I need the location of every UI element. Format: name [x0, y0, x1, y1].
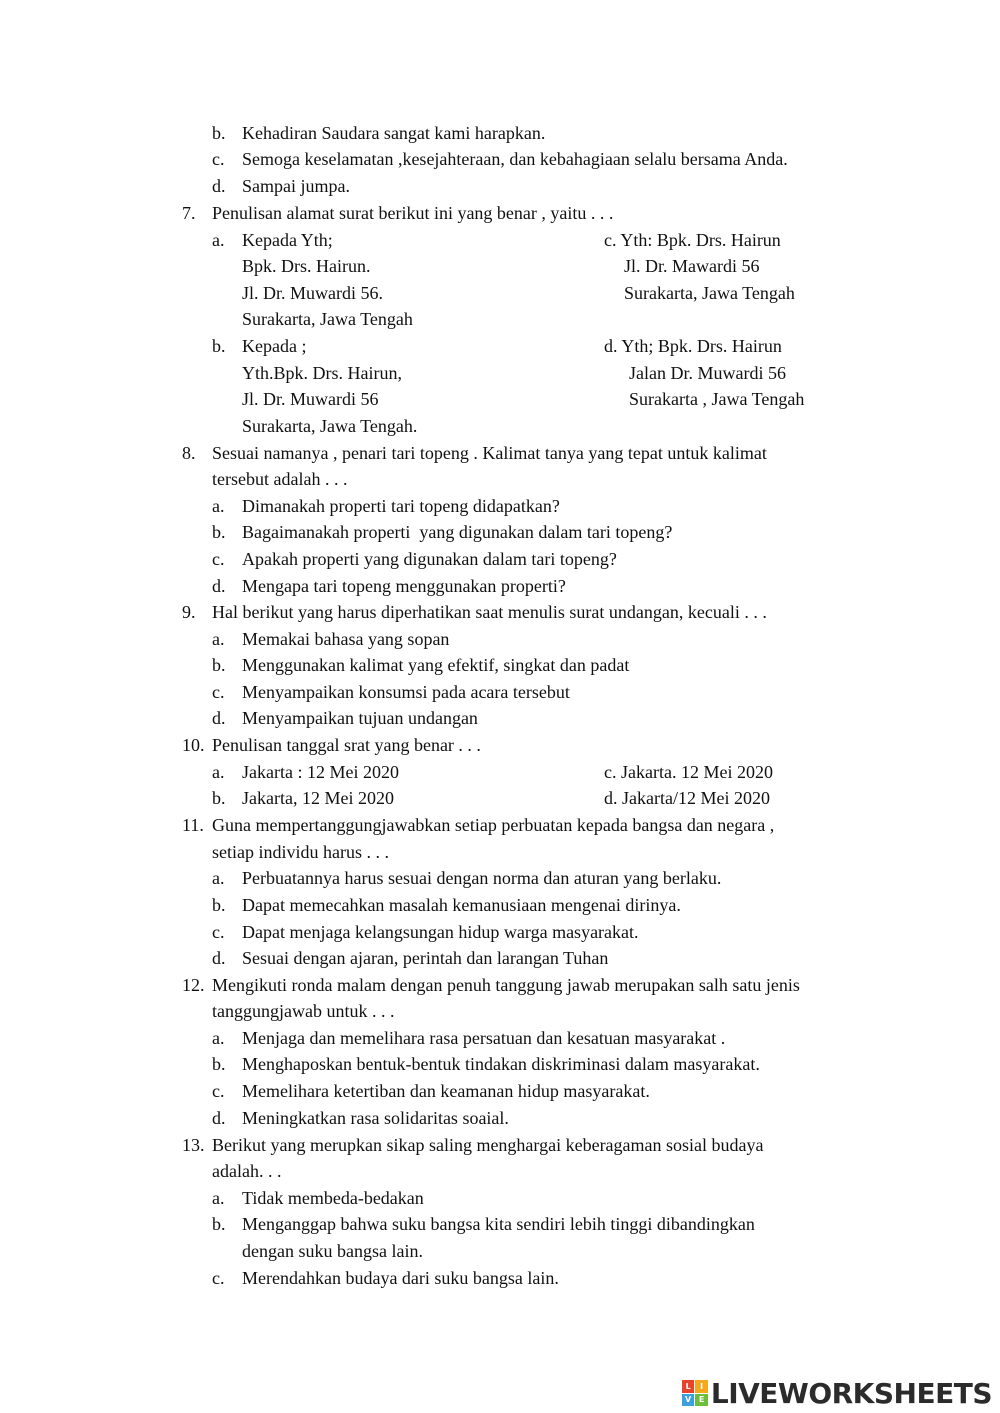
option-letter: c. [212, 1268, 225, 1288]
option-text: Sesuai dengan ajaran, perintah dan larangan Tuhan [242, 948, 609, 968]
question-text: Sesuai namanya , penari tari topeng . Kalimat tanya yang tepat untuk kalimat [212, 443, 767, 463]
option-letter: b. [212, 1054, 226, 1074]
option-letter: d. [212, 708, 226, 728]
q7-option-c-line1: c. Yth: Bpk. Drs. Hairun [604, 230, 781, 250]
option-text: Bagaimanakah properti yang digunakan dalam tari topeng? [242, 522, 673, 542]
question-number: 13. [182, 1135, 205, 1155]
q12-option-a [212, 1026, 725, 1050]
logo-cell: V [682, 1394, 695, 1407]
q6-option-d [212, 174, 350, 198]
q7-option-b-line1 [212, 334, 306, 358]
option-letter: b. [212, 336, 226, 356]
q12-option-b [212, 1052, 760, 1076]
question-text: Berikut yang merupkan sikap saling menghargai keberagaman sosial budaya [212, 1135, 764, 1155]
question-text: Mengikuti ronda malam dengan penuh tanggung jawab merupakan salh satu jenis [212, 975, 800, 995]
question-number: 12. [182, 975, 205, 995]
option-text: Memelihara ketertiban dan keamanan hidup masyarakat. [242, 1081, 650, 1101]
logo-cell: E [695, 1394, 708, 1407]
option-letter: b. [212, 522, 226, 542]
q7-option-a-line3: Jl. Dr. Muwardi 56. [242, 283, 383, 303]
question-7 [182, 201, 613, 225]
option-letter: c. [212, 1081, 225, 1101]
option-letter: a. [212, 629, 225, 649]
question-text: Hal berikut yang harus diperhatikan saat menulis surat undangan, kecuali . . . [212, 602, 767, 622]
option-letter: a. [212, 1028, 225, 1048]
option-letter: a. [212, 496, 225, 516]
q6-option-c [212, 147, 788, 171]
question-number: 10. [182, 735, 205, 755]
question-number: 11. [182, 815, 204, 835]
option-text: Kepada ; [242, 336, 307, 356]
q13-option-c [212, 1266, 559, 1290]
question-13 [182, 1133, 764, 1157]
watermark-text: LIVEWORKSHEETS [710, 1376, 992, 1410]
option-text: Mengapa tari topeng menggunakan properti? [242, 576, 566, 596]
q10-option-a [212, 760, 399, 784]
option-letter: c. [212, 922, 225, 942]
option-letter: d. [212, 1108, 226, 1128]
option-letter: a. [212, 1188, 225, 1208]
option-letter: a. [212, 230, 225, 250]
option-text: Menggunakan kalimat yang efektif, singkat dan padat [242, 655, 630, 675]
question-text: Guna mempertanggungjawabkan setiap perbuatan kepada bangsa dan negara , [212, 815, 775, 835]
option-letter: b. [212, 788, 226, 808]
question-text: Penulisan alamat surat berikut ini yang benar , yaitu . . . [212, 203, 614, 223]
option-letter: b. [212, 1214, 226, 1234]
question-11 [182, 813, 774, 837]
option-text: Jakarta : 12 Mei 2020 [242, 762, 399, 782]
option-text: Sampai jumpa. [242, 176, 350, 196]
option-text: Menyampaikan konsumsi pada acara tersebut [242, 682, 570, 702]
question-8 [182, 441, 767, 465]
liveworksheets-watermark [682, 1376, 992, 1410]
option-text: Kepada Yth; [242, 230, 333, 250]
option-letter: c. [212, 682, 225, 702]
q11-option-c [212, 920, 639, 944]
liveworksheets-logo-icon [682, 1380, 708, 1406]
logo-cell: I [695, 1380, 708, 1393]
q7-option-b-line2: Yth.Bpk. Drs. Hairun, [242, 363, 402, 383]
option-text: Meningkatkan rasa solidaritas soaial. [242, 1108, 509, 1128]
option-text: Menganggap bahwa suku bangsa kita sendiri lebih tinggi dibandingkan [242, 1214, 755, 1234]
option-text: Memakai bahasa yang sopan [242, 629, 450, 649]
option-letter: b. [212, 895, 226, 915]
option-text: Merendahkan budaya dari suku bangsa lain. [242, 1268, 559, 1288]
q7-option-a-line1 [212, 228, 333, 252]
q11-option-d [212, 946, 608, 970]
q9-option-b [212, 653, 629, 677]
q11-option-b [212, 893, 681, 917]
q10-option-b [212, 786, 394, 810]
question-9 [182, 600, 767, 624]
option-text: Semoga keselamatan ,kesejahteraan, dan kebahagiaan selalu bersama Anda. [242, 149, 788, 169]
question-12-line2: tanggungjawab untuk . . . [212, 1001, 395, 1021]
option-letter: d. [212, 948, 226, 968]
option-text: Dapat memecahkan masalah kemanusiaan mengenai dirinya. [242, 895, 681, 915]
q13-option-b [212, 1212, 755, 1236]
option-letter: c. [212, 549, 225, 569]
option-text: Kehadiran Saudara sangat kami harapkan. [242, 123, 546, 143]
q7-option-b-line4: Surakarta, Jawa Tengah. [242, 416, 418, 436]
q7-option-b-line3: Jl. Dr. Muwardi 56 [242, 389, 379, 409]
option-text: Menjaga dan memelihara rasa persatuan dan kesatuan masyarakat . [242, 1028, 726, 1048]
option-text: Dapat menjaga kelangsungan hidup warga masyarakat. [242, 922, 639, 942]
question-8-line2: tersebut adalah . . . [212, 469, 348, 489]
q12-option-d [212, 1106, 509, 1130]
question-number: 8. [182, 443, 196, 463]
option-text: Tidak membeda-bedakan [242, 1188, 424, 1208]
q7-option-c-line3: Surakarta, Jawa Tengah [624, 283, 795, 303]
question-10 [182, 733, 481, 757]
option-letter: a. [212, 868, 225, 888]
q7-option-a-line2: Bpk. Drs. Hairun. [242, 256, 371, 276]
q12-option-c [212, 1079, 650, 1103]
question-12 [182, 973, 800, 997]
q7-option-d-line3: Surakarta , Jawa Tengah [629, 389, 805, 409]
q8-option-b [212, 520, 672, 544]
q13-option-a [212, 1186, 424, 1210]
question-number: 7. [182, 203, 196, 223]
q13-option-b-line2: dengan suku bangsa lain. [242, 1241, 423, 1261]
question-text: Penulisan tanggal srat yang benar . . . [212, 735, 481, 755]
logo-cell: L [682, 1380, 695, 1393]
q10-option-d: d. Jakarta/12 Mei 2020 [604, 788, 770, 808]
q7-option-a-line4: Surakarta, Jawa Tengah [242, 309, 413, 329]
q6-option-b [212, 121, 545, 145]
q9-option-c [212, 680, 570, 704]
q9-option-a [212, 627, 449, 651]
option-letter: b. [212, 655, 226, 675]
question-13-line2: adalah. . . [212, 1161, 282, 1181]
option-letter: a. [212, 762, 225, 782]
option-text: Menyampaikan tujuan undangan [242, 708, 478, 728]
option-text: Apakah properti yang digunakan dalam tari topeng? [242, 549, 617, 569]
option-text: Jakarta, 12 Mei 2020 [242, 788, 394, 808]
q8-option-d [212, 574, 566, 598]
option-letter: b. [212, 123, 226, 143]
option-text: Perbuatannya harus sesuai dengan norma dan aturan yang berlaku. [242, 868, 722, 888]
option-letter: c. [212, 149, 225, 169]
q11-option-a [212, 866, 721, 890]
option-letter: d. [212, 576, 226, 596]
q10-option-c: c. Jakarta. 12 Mei 2020 [604, 762, 773, 782]
q7-option-d-line1: d. Yth; Bpk. Drs. Hairun [604, 336, 782, 356]
q7-option-d-line2: Jalan Dr. Muwardi 56 [629, 363, 786, 383]
option-text: Dimanakah properti tari topeng didapatkan? [242, 496, 560, 516]
q7-option-c-line2: Jl. Dr. Mawardi 56 [624, 256, 760, 276]
question-11-line2: setiap individu harus . . . [212, 842, 389, 862]
q9-option-d [212, 706, 478, 730]
q8-option-c [212, 547, 617, 571]
q8-option-a [212, 494, 560, 518]
option-letter: d. [212, 176, 226, 196]
option-text: Menghaposkan bentuk-bentuk tindakan diskriminasi dalam masyarakat. [242, 1054, 760, 1074]
question-number: 9. [182, 602, 196, 622]
